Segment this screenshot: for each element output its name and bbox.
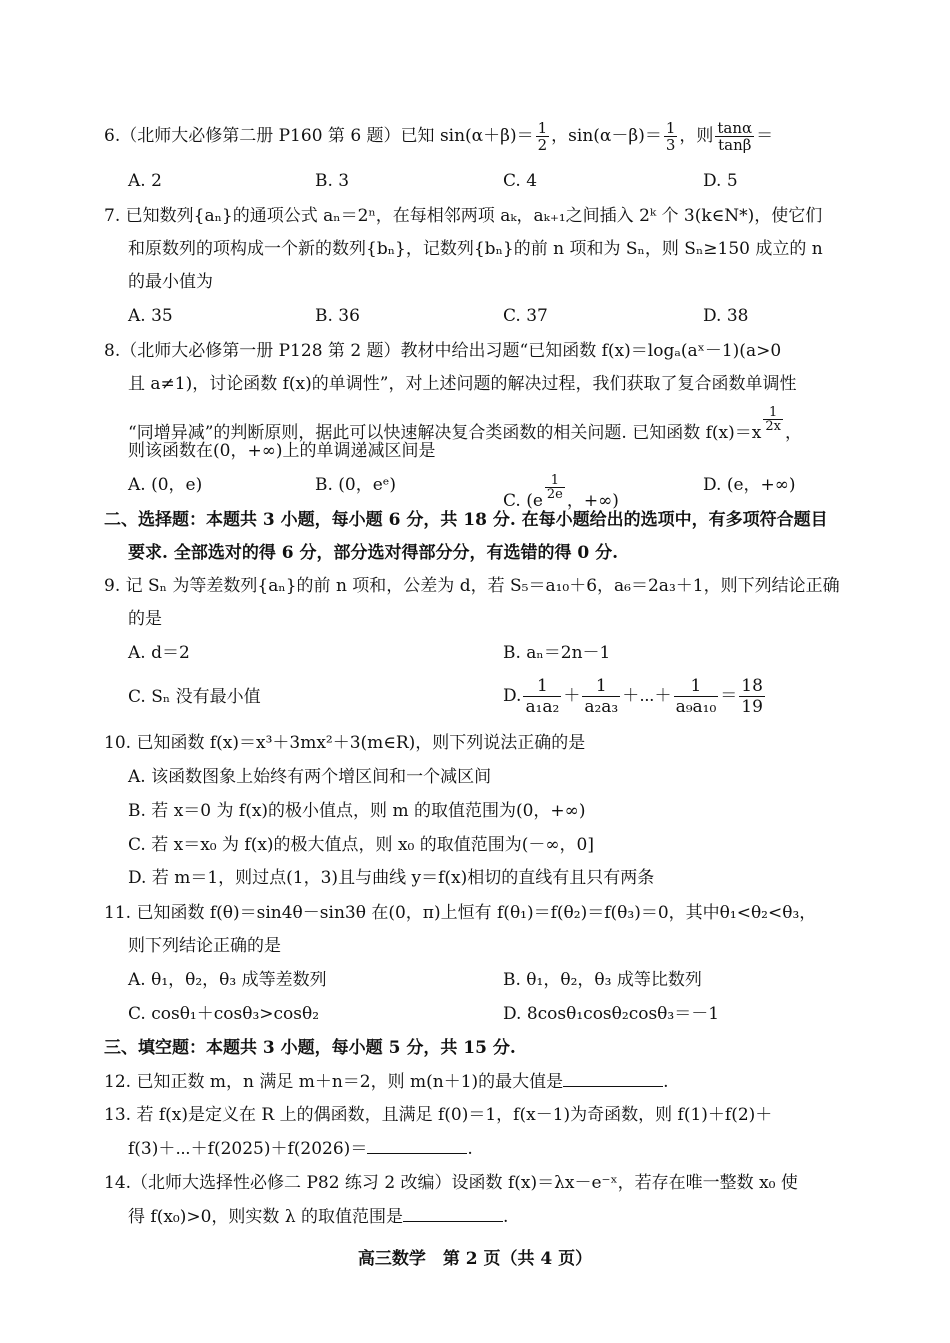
q11-option-c: C. cosθ₁＋cosθ₃>cosθ₂ (128, 1004, 320, 1024)
q7-option-c: C. 37 (503, 306, 548, 326)
q9-optd-frac3: $\frac{1}{\text{a₉a₁₀}}$ (675, 676, 717, 717)
q13-answer-blank[interactable] (367, 1139, 467, 1154)
q6-frac1: $\frac{1}{2}$ (537, 119, 548, 154)
q8-option-d: D. (e，+∞) (703, 475, 796, 495)
q7-option-a: A. 35 (128, 306, 173, 326)
q10-option-b: B. 若 x＝0 为 f(x)的极小值点，则 m 的取值范围为(0，+∞) (128, 801, 586, 821)
q7-line2: 和原数列的项构成一个新的数列{bₙ}，记数列{bₙ}的前 n 项和为 Sₙ，则 Sₙ≥150 成立的 n (128, 239, 823, 259)
q10-option-a: A. 该函数图象上始终有两个增区间和一个减区间 (128, 767, 492, 787)
section3-line1: 三、填空题：本题共 3 小题，每小题 5 分，共 15 分. (104, 1038, 516, 1058)
q11-option-d: D. 8cosθ₁cosθ₂cosθ₃＝－1 (503, 1004, 720, 1024)
q8-line2: 且 a≠1)，讨论函数 f(x)的单调性”，对上述问题的解决过程，我们获取了复合函数单调性 (128, 374, 797, 394)
q7-line1: 7. 已知数列{aₙ}的通项公式 aₙ＝2ⁿ，在每相邻两项 aₖ，aₖ₊₁之间插入 2ᵏ 个 3(k∈N*)，使它们 (104, 206, 823, 226)
q9-option-b: B. aₙ＝2n－1 (503, 643, 611, 663)
q8-line1: 8.（北师大必修第一册 P128 第 2 题）教材中给出习题“已知函数 f(x)＝logₐ(aˣ－1)(a>0 (104, 341, 782, 361)
q6-option-c: C. 4 (503, 171, 538, 191)
q9-optd-frac1: $\frac{1}{\text{a₁a₂}}$ (525, 676, 560, 717)
q8-option-b: B. (0，eᵉ) (315, 475, 397, 495)
q6-stem: 6.（北师大必修第二册 P160 第 6 题）已知 sin(α＋β)＝ $\frac{1}{2}$ ，sin(α－β)＝ $\frac{1}{3}$ ，则 $\frac{\tan\alpha}{\tan\beta}$ ＝ (104, 119, 774, 154)
q14-answer-blank[interactable] (403, 1207, 503, 1222)
page-footer: 高三数学 第 2 页（共 4 页） (357, 1249, 593, 1269)
q14-line2: 得 f(x₀)>0，则实数 λ 的取值范围是 . (128, 1207, 509, 1227)
q6-frac2: $\frac{1}{3}$ (665, 119, 676, 154)
q9-option-c: C. Sₙ 没有最小值 (128, 687, 261, 707)
q9-option-d: D. $\frac{1}{\text{a₁a₂}}$ ＋ $\frac{1}{\text{a₂a₃}}$ ＋⋯＋ $\frac{1}{\text{a₉a₁₀}}$ ＝ $\frac{18}{19}$ (503, 676, 763, 717)
q7-line3: 的最小值为 (128, 272, 213, 292)
q11-line2: 则下列结论正确的是 (128, 936, 281, 956)
q8-exponent: $\frac{1}{2x}$ (765, 405, 781, 434)
q8-option-a: A. (0，e) (128, 475, 203, 495)
q9-optd-frac4: $\frac{18}{19}$ (741, 676, 763, 717)
q7-option-b: B. 36 (315, 306, 360, 326)
q9-line1: 9. 记 Sₙ 为等差数列{aₙ}的前 n 项和，公差为 d，若 S₅＝a₁₀＋6，a₆＝2a₃＋1，则下列结论正确 (104, 576, 840, 596)
q6-stem-pre: 6.（北师大必修第二册 P160 第 6 题）已知 sin(α＋β)＝ (104, 126, 534, 146)
section2-line2: 要求. 全部选对的得 6 分，部分选对得部分分，有选错的得 0 分. (128, 543, 619, 563)
q10-line1: 10. 已知函数 f(x)＝x³＋3mx²＋3(m∈R)，则下列说法正确的是 (104, 733, 586, 753)
q11-option-b: B. θ₁，θ₂，θ₃ 成等比数列 (503, 970, 702, 990)
q8-optc-exponent: $\frac{1}{2e}$ (546, 473, 563, 502)
q6-option-d: D. 5 (703, 171, 738, 191)
q12-answer-blank[interactable] (563, 1072, 663, 1087)
q9-option-a: A. d＝2 (128, 643, 190, 663)
q8-option-c: C. (e $\frac{1}{2e}$ ，+∞) (503, 473, 619, 511)
q6-option-a: A. 2 (128, 171, 162, 191)
q11-line1: 11. 已知函数 f(θ)＝sin4θ－sin3θ 在(0，π)上恒有 f(θ₁)＝f(θ₂)＝f(θ₃)＝0，其中θ₁<θ₂<θ₃， (104, 903, 817, 923)
q14-line1: 14.（北师大选择性必修二 P82 练习 2 改编）设函数 f(x)＝λx－e⁻ˣ，若存在唯一整数 x₀ 使 (104, 1173, 798, 1193)
q11-option-a: A. θ₁，θ₂，θ₃ 成等差数列 (128, 970, 327, 990)
q10-option-d: D. 若 m＝1，则过点(1，3)且与曲线 y＝f(x)相切的直线有且只有两条 (128, 868, 655, 888)
q8-line4: 则该函数在(0，+∞)上的单调递减区间是 (128, 441, 436, 461)
q9-optd-frac2: $\frac{1}{\text{a₂a₃}}$ (584, 676, 619, 717)
section2-line1: 二、选择题：本题共 3 小题，每小题 6 分，共 18 分. 在每小题给出的选项中，有多项符合题目 (104, 510, 828, 530)
q8-line3: “同增异减”的判断原则，据此可以快速解决复合类函数的相关问题. 已知函数 f(x)＝x $\frac{1}{2x}$ ， (128, 405, 802, 443)
q10-option-c: C. 若 x＝x₀ 为 f(x)的极大值点，则 x₀ 的取值范围为(－∞，0] (128, 835, 595, 855)
q9-line2: 的是 (128, 609, 162, 629)
q7-option-d: D. 38 (703, 306, 749, 326)
q6-option-b: B. 3 (315, 171, 350, 191)
q13-line2: f(3)＋⋯＋f(2025)＋f(2026)＝ . (128, 1139, 473, 1159)
q13-line1: 13. 若 f(x)是定义在 R 上的偶函数，且满足 f(0)＝1，f(x－1)为奇函数，则 f(1)＋f(2)＋ (104, 1105, 773, 1125)
q12: 12. 已知正数 m，n 满足 m＋n＝2，则 m(n＋1)的最大值是 . (104, 1072, 669, 1092)
q6-frac3: $\frac{\tan\alpha}{\tan\beta}$ (717, 119, 753, 154)
